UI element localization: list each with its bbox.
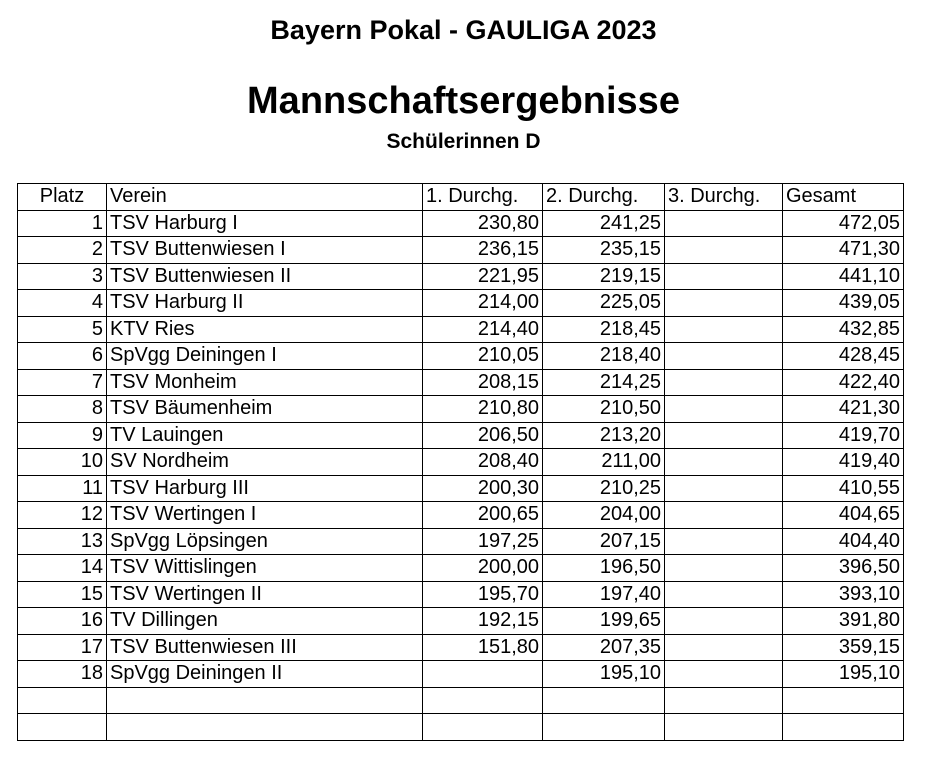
table-row — [18, 502, 904, 529]
cell-gesamt: 195,10 — [783, 661, 904, 688]
cell-durchgang-1: 200,30 — [423, 475, 543, 502]
cell-durchgang-1: 197,25 — [423, 528, 543, 555]
cell-platz: 4 — [18, 290, 107, 317]
cell-durchgang-2: 195,10 — [543, 661, 665, 688]
table-row — [18, 290, 904, 317]
cell-durchgang-2: 196,50 — [543, 555, 665, 582]
cell-platz: 6 — [18, 343, 107, 370]
cell-platz: 8 — [18, 396, 107, 423]
cell-durchgang-1: 214,40 — [423, 316, 543, 343]
cell-platz: 11 — [18, 475, 107, 502]
cell-durchgang-2: 211,00 — [543, 449, 665, 476]
cell-durchgang-3 — [665, 608, 783, 635]
cell-durchgang-3 — [665, 714, 783, 741]
cell-platz: 3 — [18, 263, 107, 290]
cell-gesamt: 432,85 — [783, 316, 904, 343]
cell-durchgang-3 — [665, 502, 783, 529]
cell-durchgang-1 — [423, 687, 543, 714]
cell-durchgang-2: 218,40 — [543, 343, 665, 370]
table-row — [18, 343, 904, 370]
cell-durchgang-3 — [665, 237, 783, 264]
cell-durchgang-1: 200,65 — [423, 502, 543, 529]
cell-gesamt: 422,40 — [783, 369, 904, 396]
cell-durchgang-3 — [665, 263, 783, 290]
cell-gesamt: 404,40 — [783, 528, 904, 555]
cell-verein: TV Dillingen — [107, 608, 423, 635]
cell-durchgang-2: 235,15 — [543, 237, 665, 264]
cell-durchgang-2: 210,25 — [543, 475, 665, 502]
cell-gesamt: 471,30 — [783, 237, 904, 264]
table-row — [18, 687, 904, 714]
cell-durchgang-1: 221,95 — [423, 263, 543, 290]
cell-gesamt: 391,80 — [783, 608, 904, 635]
cell-verein: TSV Wittislingen — [107, 555, 423, 582]
cell-durchgang-2: 199,65 — [543, 608, 665, 635]
results-table — [17, 183, 904, 741]
table-row — [18, 369, 904, 396]
table-row — [18, 422, 904, 449]
table-row — [18, 475, 904, 502]
cell-durchgang-3 — [665, 290, 783, 317]
cell-durchgang-3 — [665, 528, 783, 555]
cell-durchgang-1: 206,50 — [423, 422, 543, 449]
table-row — [18, 528, 904, 555]
cell-platz: 2 — [18, 237, 107, 264]
cell-platz: 7 — [18, 369, 107, 396]
table-row — [18, 714, 904, 741]
cell-durchgang-3 — [665, 475, 783, 502]
cell-verein: TSV Harburg II — [107, 290, 423, 317]
table-row — [18, 210, 904, 237]
table-row — [18, 449, 904, 476]
cell-verein: TSV Buttenwiesen III — [107, 634, 423, 661]
cell-durchgang-1: 210,80 — [423, 396, 543, 423]
cell-gesamt: 359,15 — [783, 634, 904, 661]
cell-durchgang-3 — [665, 316, 783, 343]
cell-gesamt — [783, 714, 904, 741]
cell-platz — [18, 714, 107, 741]
cell-durchgang-2: 241,25 — [543, 210, 665, 237]
cell-verein: TSV Wertingen I — [107, 502, 423, 529]
table-row — [18, 634, 904, 661]
cell-verein: TV Lauingen — [107, 422, 423, 449]
header-durchgang-2: 2. Durchg. — [543, 184, 665, 211]
cell-durchgang-2: 219,15 — [543, 263, 665, 290]
cell-durchgang-3 — [665, 396, 783, 423]
cell-gesamt: 396,50 — [783, 555, 904, 582]
header-platz: Platz — [18, 184, 107, 211]
cell-durchgang-3 — [665, 210, 783, 237]
cell-verein — [107, 714, 423, 741]
table-row — [18, 237, 904, 264]
cell-gesamt: 393,10 — [783, 581, 904, 608]
cell-platz: 12 — [18, 502, 107, 529]
header-gesamt: Gesamt — [783, 184, 904, 211]
cell-platz: 13 — [18, 528, 107, 555]
cell-platz: 1 — [18, 210, 107, 237]
table-row — [18, 661, 904, 688]
cell-durchgang-2: 214,25 — [543, 369, 665, 396]
cell-durchgang-1 — [423, 661, 543, 688]
cell-gesamt: 404,65 — [783, 502, 904, 529]
cell-durchgang-1: 214,00 — [423, 290, 543, 317]
page-title: Mannschaftsergebnisse — [247, 80, 680, 122]
cell-verein: SpVgg Deiningen I — [107, 343, 423, 370]
table-row — [18, 555, 904, 582]
cell-durchgang-2 — [543, 687, 665, 714]
cell-durchgang-2: 210,50 — [543, 396, 665, 423]
cell-durchgang-1: 208,15 — [423, 369, 543, 396]
cell-platz — [18, 687, 107, 714]
cell-durchgang-1: 236,15 — [423, 237, 543, 264]
cell-platz: 16 — [18, 608, 107, 635]
cell-gesamt: 410,55 — [783, 475, 904, 502]
cell-durchgang-2: 225,05 — [543, 290, 665, 317]
cell-durchgang-3 — [665, 369, 783, 396]
header-durchgang-1: 1. Durchg. — [423, 184, 543, 211]
cell-gesamt: 472,05 — [783, 210, 904, 237]
cell-durchgang-3 — [665, 687, 783, 714]
cell-gesamt: 439,05 — [783, 290, 904, 317]
cell-durchgang-3 — [665, 422, 783, 449]
cell-durchgang-1: 210,05 — [423, 343, 543, 370]
cell-verein: SpVgg Löpsingen — [107, 528, 423, 555]
cell-durchgang-1: 195,70 — [423, 581, 543, 608]
cell-platz: 10 — [18, 449, 107, 476]
cell-gesamt: 428,45 — [783, 343, 904, 370]
cell-verein: SV Nordheim — [107, 449, 423, 476]
cell-durchgang-1 — [423, 714, 543, 741]
cell-durchgang-2: 204,00 — [543, 502, 665, 529]
cell-durchgang-2: 213,20 — [543, 422, 665, 449]
cell-durchgang-2: 197,40 — [543, 581, 665, 608]
header-durchgang-3: 3. Durchg. — [665, 184, 783, 211]
cell-gesamt: 419,70 — [783, 422, 904, 449]
cell-durchgang-2: 218,45 — [543, 316, 665, 343]
cell-durchgang-2 — [543, 714, 665, 741]
cell-verein: TSV Harburg I — [107, 210, 423, 237]
cell-durchgang-3 — [665, 661, 783, 688]
cell-platz: 9 — [18, 422, 107, 449]
cell-durchgang-3 — [665, 555, 783, 582]
cell-verein: TSV Bäumenheim — [107, 396, 423, 423]
cell-durchgang-2: 207,15 — [543, 528, 665, 555]
cell-gesamt: 441,10 — [783, 263, 904, 290]
cell-durchgang-1: 208,40 — [423, 449, 543, 476]
cell-durchgang-1: 200,00 — [423, 555, 543, 582]
cell-durchgang-3 — [665, 634, 783, 661]
cell-platz: 18 — [18, 661, 107, 688]
cell-verein: SpVgg Deiningen II — [107, 661, 423, 688]
cell-platz: 17 — [18, 634, 107, 661]
cell-durchgang-3 — [665, 343, 783, 370]
cell-durchgang-1: 230,80 — [423, 210, 543, 237]
cell-verein: TSV Buttenwiesen II — [107, 263, 423, 290]
cell-durchgang-3 — [665, 449, 783, 476]
cell-verein — [107, 687, 423, 714]
cell-durchgang-1: 192,15 — [423, 608, 543, 635]
competition-title: Bayern Pokal - GAULIGA 2023 — [270, 15, 657, 45]
cell-durchgang-2: 207,35 — [543, 634, 665, 661]
cell-durchgang-3 — [665, 581, 783, 608]
cell-verein: TSV Wertingen II — [107, 581, 423, 608]
cell-gesamt: 419,40 — [783, 449, 904, 476]
cell-platz: 5 — [18, 316, 107, 343]
header-verein: Verein — [107, 184, 423, 211]
table-header-row — [18, 184, 904, 211]
table-row — [18, 581, 904, 608]
cell-verein: TSV Monheim — [107, 369, 423, 396]
cell-verein: TSV Harburg III — [107, 475, 423, 502]
cell-platz: 15 — [18, 581, 107, 608]
table-row — [18, 396, 904, 423]
category-subtitle: Schülerinnen D — [386, 130, 541, 153]
cell-gesamt — [783, 687, 904, 714]
cell-durchgang-1: 151,80 — [423, 634, 543, 661]
cell-verein: TSV Buttenwiesen I — [107, 237, 423, 264]
table-row — [18, 263, 904, 290]
cell-platz: 14 — [18, 555, 107, 582]
table-row — [18, 316, 904, 343]
cell-verein: KTV Ries — [107, 316, 423, 343]
table-row — [18, 608, 904, 635]
cell-gesamt: 421,30 — [783, 396, 904, 423]
